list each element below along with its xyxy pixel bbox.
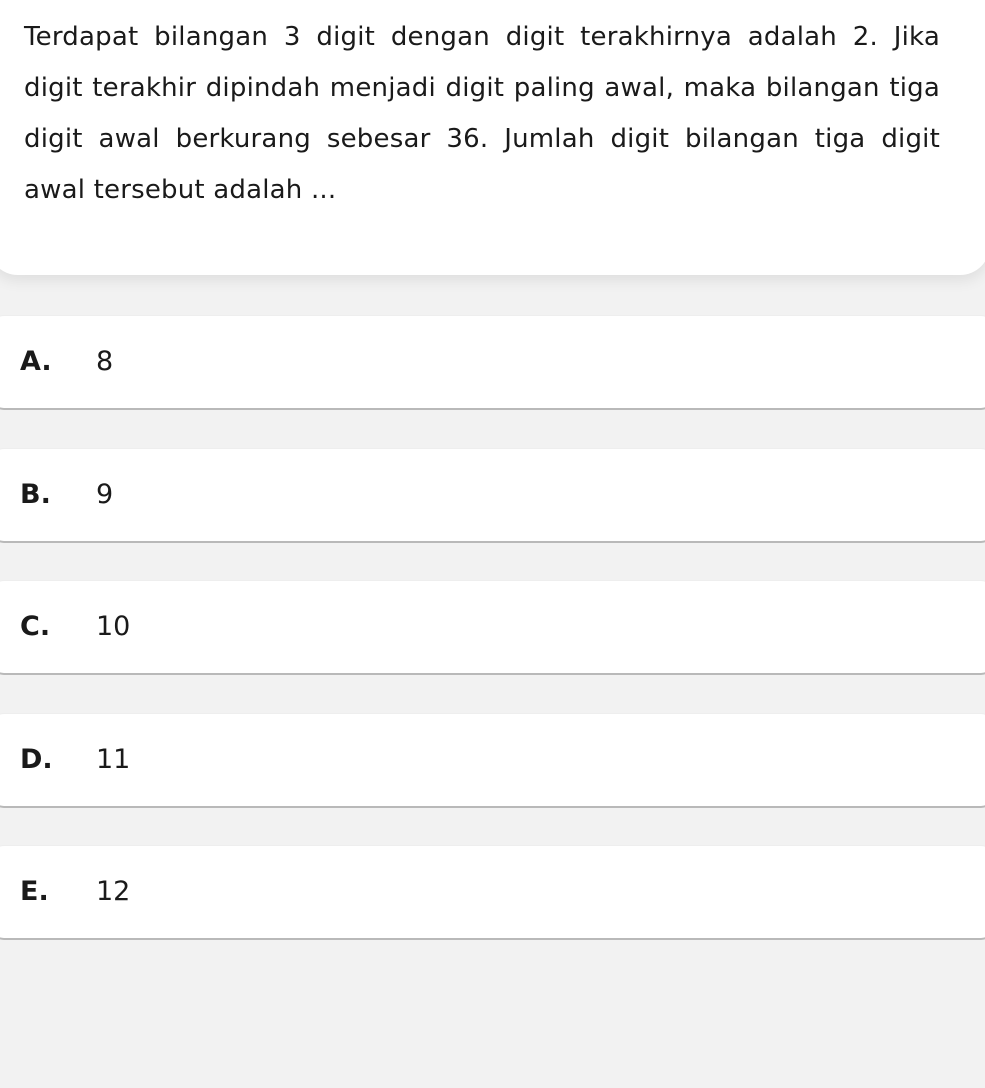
option-a[interactable] [0, 316, 985, 408]
option-letter: E. [20, 876, 49, 907]
option-value: 9 [96, 479, 114, 510]
option-c[interactable] [0, 581, 985, 673]
option-e[interactable] [0, 846, 985, 938]
option-value: 12 [96, 876, 131, 907]
option-letter: A. [20, 346, 52, 377]
option-letter: B. [20, 479, 51, 510]
option-value: 8 [96, 346, 114, 377]
option-value: 11 [96, 744, 131, 775]
question-text: Terdapat bilangan 3 digit dengan digit terakhirnya adalah 2. Jika digit terakhir dipindah menjadi digit paling awal, maka bilangan tiga digit awal berkurang sebesar 36. Jumlah digit bilangan tiga digit awal tersebut adalah ... [24, 22, 940, 205]
question-card [0, 0, 985, 275]
option-b[interactable] [0, 449, 985, 541]
option-letter: C. [20, 611, 51, 642]
option-letter: D. [20, 744, 53, 775]
option-value: 10 [96, 611, 131, 642]
option-d[interactable] [0, 714, 985, 806]
